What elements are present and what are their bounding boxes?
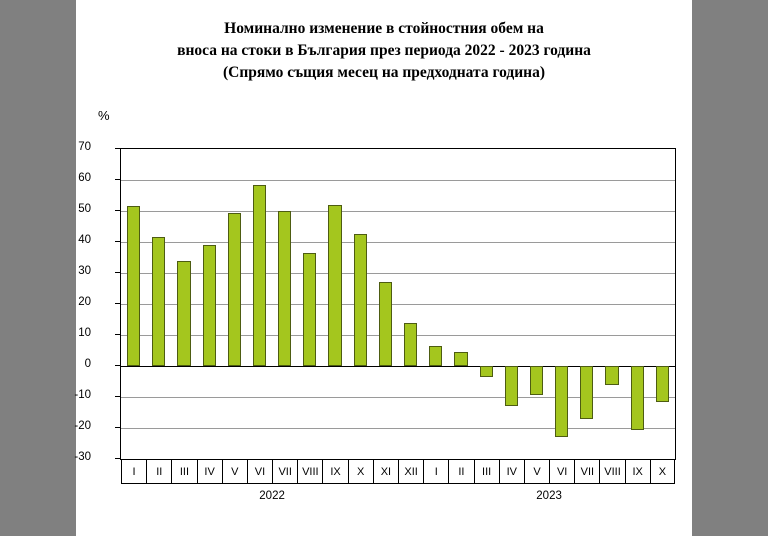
y-axis-tick-mark — [115, 458, 120, 459]
y-axis-tick-label: 20 — [78, 296, 91, 308]
y-axis-tick-label: 0 — [84, 358, 91, 370]
bar — [480, 366, 493, 377]
x-axis-year-label: 2023 — [536, 490, 562, 502]
x-axis-month-cell: X — [650, 460, 675, 484]
chart-title-line-1: Номинално изменение в стойностния обем на — [224, 20, 544, 37]
x-axis-month-cell: IV — [197, 460, 222, 484]
y-axis-tick-mark — [115, 303, 120, 304]
bar — [328, 205, 341, 366]
chart-title — [76, 18, 692, 84]
x-axis-month-cell: X — [348, 460, 373, 484]
x-axis-year-label: 2022 — [259, 490, 285, 502]
bar — [404, 323, 417, 366]
y-axis-tick-label: 70 — [78, 141, 91, 153]
y-axis-tick-mark — [115, 148, 120, 149]
x-axis-month-cell: VII — [272, 460, 297, 484]
x-axis-month-cell: V — [524, 460, 549, 484]
bar — [303, 253, 316, 366]
bar — [530, 366, 543, 395]
x-axis-month-cell: VI — [247, 460, 272, 484]
bar — [379, 282, 392, 366]
y-axis-tick-label: 50 — [78, 203, 91, 215]
x-axis-month-cell: VIII — [599, 460, 624, 484]
bar — [354, 234, 367, 366]
x-axis-month-cell: II — [448, 460, 473, 484]
x-axis-month-labels — [120, 460, 676, 484]
bar — [505, 366, 518, 406]
x-axis-month-cell: VII — [574, 460, 599, 484]
y-axis-tick-label: 30 — [78, 265, 91, 277]
chart-title-line-2: вноса на стоки в България през периода 2022 - 2023 година — [177, 42, 591, 59]
y-axis-tick-mark — [115, 179, 120, 180]
x-axis-month-cell: I — [423, 460, 448, 484]
y-axis-tick-mark — [115, 396, 120, 397]
x-axis-month-cell: V — [222, 460, 247, 484]
y-axis-tick-mark — [115, 272, 120, 273]
y-axis-tick-label: 60 — [78, 172, 91, 184]
y-axis-tick-mark — [115, 427, 120, 428]
bar — [253, 185, 266, 366]
bar — [278, 211, 291, 366]
bar — [429, 346, 442, 366]
y-axis-tick-label: -20 — [74, 420, 91, 432]
x-axis-month-cell: III — [474, 460, 499, 484]
x-axis-month-cell: XII — [398, 460, 423, 484]
bar — [152, 237, 165, 366]
x-axis-month-cell: IV — [499, 460, 524, 484]
bar-series — [121, 149, 675, 459]
chart-title-line-3: (Спрямо същия месец на предходната година) — [222, 64, 546, 81]
bar — [605, 366, 618, 385]
plot-area — [120, 148, 676, 460]
bar — [454, 352, 467, 366]
y-axis-tick-label: 10 — [78, 327, 91, 339]
bar — [656, 366, 669, 402]
y-axis-tick-mark — [115, 334, 120, 335]
x-axis-month-cell: I — [121, 460, 146, 484]
x-axis-month-cell: IX — [322, 460, 347, 484]
bar — [127, 206, 140, 366]
bar — [555, 366, 568, 437]
y-axis-unit-label: % — [98, 108, 110, 123]
y-axis-tick-label: 40 — [78, 234, 91, 246]
y-axis-tick-mark — [115, 241, 120, 242]
bar — [203, 245, 216, 366]
x-axis-year-labels — [120, 484, 676, 510]
x-axis-month-cell: III — [171, 460, 196, 484]
y-axis-tick-label: -30 — [74, 451, 91, 463]
y-axis-tick-label: -10 — [74, 389, 91, 401]
x-axis-month-cell: IX — [625, 460, 650, 484]
x-axis-month-cell: II — [146, 460, 171, 484]
bar — [228, 213, 241, 366]
x-axis-month-cell: XI — [373, 460, 398, 484]
bar — [580, 366, 593, 419]
y-axis-tick-mark — [115, 365, 120, 366]
bar — [177, 261, 190, 366]
x-axis-month-cell: VIII — [297, 460, 322, 484]
chart-figure — [74, 108, 692, 512]
bar — [631, 366, 644, 430]
y-axis-tick-mark — [115, 210, 120, 211]
x-axis-month-cell: VI — [549, 460, 574, 484]
